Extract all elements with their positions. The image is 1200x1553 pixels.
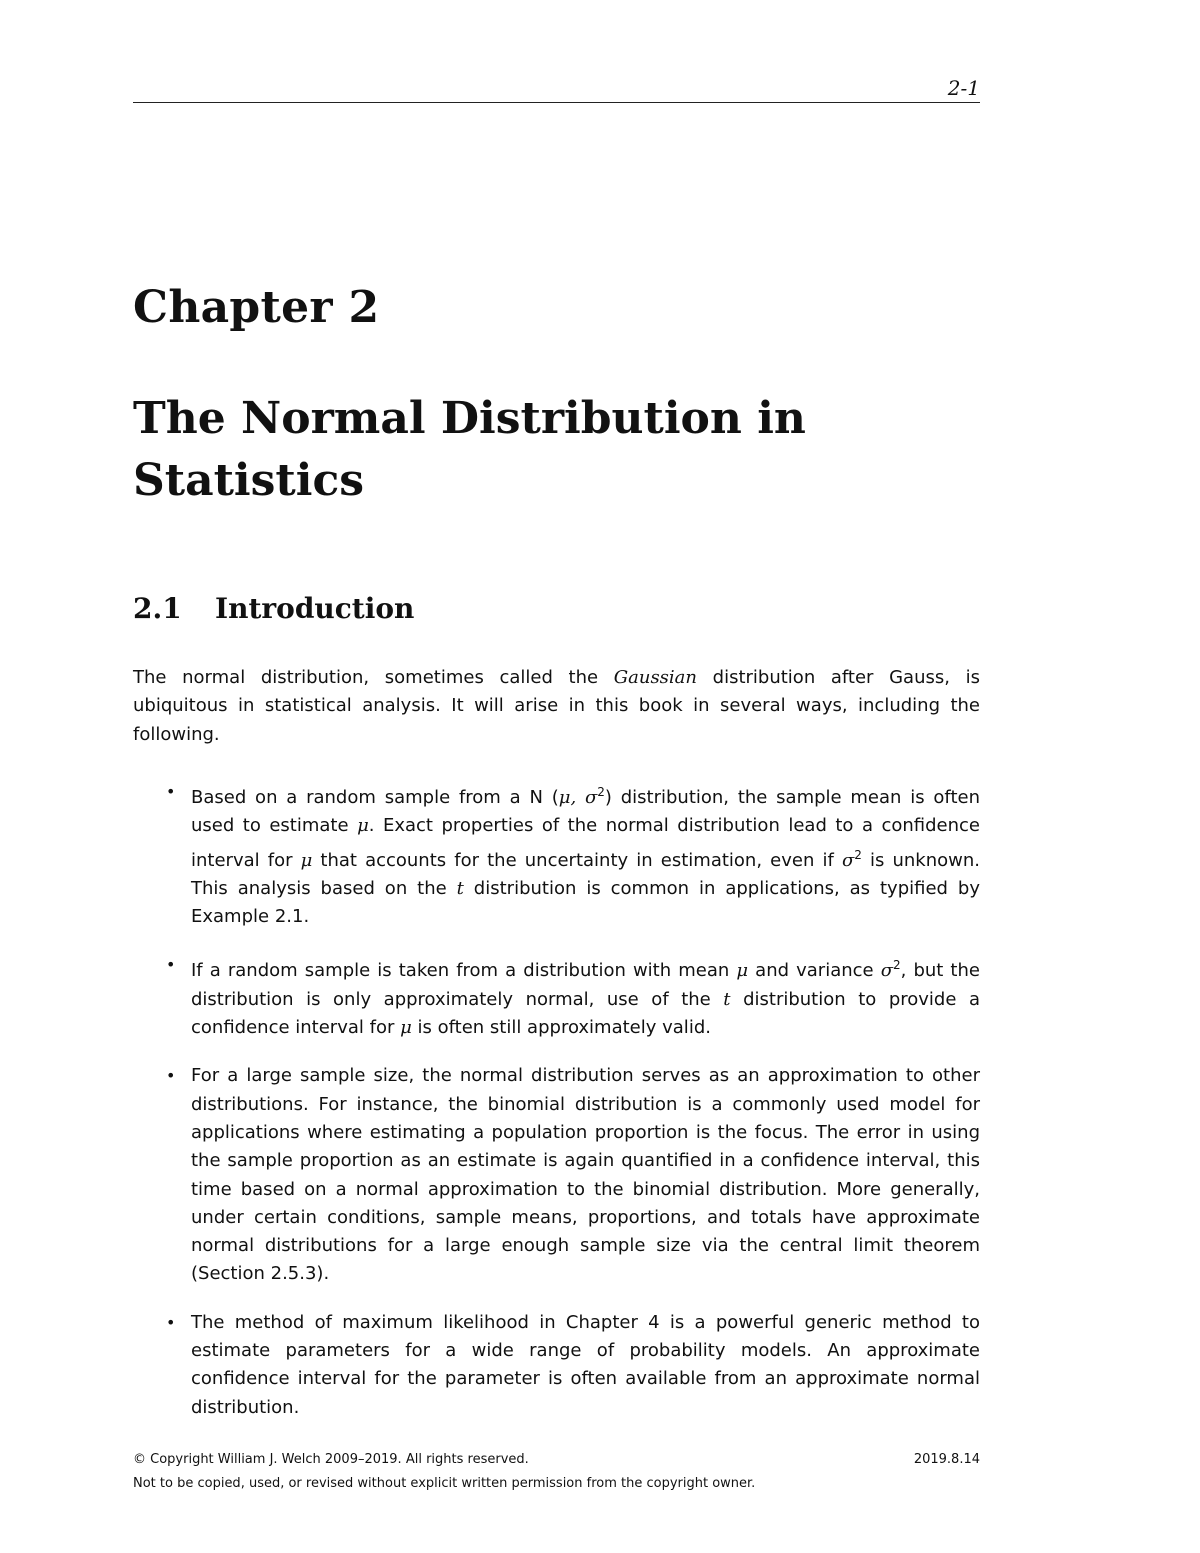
footer-copyright: © Copyright William J. Welch 2009–2019. All rights reserved.: [133, 1452, 529, 1467]
list-item: [133, 1309, 980, 1422]
bullet-icon: •: [166, 1066, 176, 1086]
page-number: 2-1: [947, 76, 980, 100]
bullet-2-text-5: is often still approximately valid.: [411, 1017, 711, 1039]
bullet-1-text-4: that accounts for the uncertainty in estimation, even if: [312, 849, 842, 871]
bullet-2-text-3: , but the distribution is only approximately normal, use of the: [191, 960, 980, 1010]
section-number: 2.1: [133, 592, 182, 625]
intro-paragraph: [133, 664, 980, 749]
bullet-1-sup-1: 2: [597, 785, 605, 799]
bullet-1-text-1: Based on a random sample from a N (: [191, 787, 559, 808]
bullet-2-math-1: μ: [736, 960, 749, 982]
list-item: [133, 951, 980, 1042]
list-item: [133, 778, 980, 931]
bullet-1-text-6: distribution is common in applications, as typified by Example 2.1.: [191, 877, 980, 928]
bullet-icon: •: [166, 955, 176, 975]
chapter-label: Chapter 2: [133, 282, 380, 333]
section-heading: [133, 592, 414, 625]
bullet-2-math-2: σ: [880, 960, 893, 982]
bullet-2-math-4: μ: [400, 1017, 412, 1039]
bullet-icon: •: [166, 1312, 176, 1332]
bullet-icon: •: [166, 782, 176, 801]
intro-italic-term: Gaussian: [613, 667, 697, 688]
bullet-1-math-4: σ: [841, 849, 855, 871]
footer-date: 2019.8.14: [913, 1452, 980, 1467]
list-item: [133, 1062, 980, 1288]
header-rule: [133, 102, 980, 103]
footer-notice: Not to be copied, used, or revised without explicit written permission from the copyright owner.: [133, 1476, 756, 1491]
bullet-2-text-4: distribution to provide a confidence interval for: [191, 988, 980, 1039]
intro-text-1: The normal distribution, sometimes called the: [133, 667, 614, 688]
bullet-1-text-3: . Exact properties of the normal distribution lead to a confidence interval for: [191, 815, 980, 871]
section-title: Introduction: [215, 592, 415, 625]
bullet-1-sup-2: 2: [854, 847, 862, 862]
bullet-1-text-2: ) distribution, the sample mean is often used to estimate: [191, 787, 980, 837]
bullet-4-text: The method of maximum likelihood in Chapter 4 is a powerful generic method to estimate parameters for a wide range of probability models. An approximate confidence interval for the parameter is often available from an approximate normal distribution.: [191, 1311, 980, 1418]
bullet-1-math-1: μ, σ: [558, 787, 598, 808]
bullet-1-math-5: t: [456, 877, 464, 899]
bullet-1-math-3: μ: [300, 849, 313, 871]
bullet-1-text-5: is unknown. This analysis based on the: [191, 849, 980, 899]
bullet-3-text: For a large sample size, the normal distribution serves as an approximation to other distributions. For instance, the binomial distribution is a commonly used model for applications where estimating a population proportion is the focus. The error in using the sample proportion as an estimate is again quantified in a confidence interval, this time based on a normal approximation to the binomial distribution. More generally, under certain conditions, sample means, proportions, and totals have approximate normal distributions for a large enough sample size via the central limit theorem (Section 2.5.3).: [191, 1065, 980, 1285]
bullet-2-sup-1: 2: [893, 958, 901, 973]
bullet-2-text-1: If a random sample is taken from a distribution with mean: [191, 960, 737, 982]
chapter-title: The Normal Distribution in Statistics: [133, 393, 806, 506]
bullet-2-text-2: and variance: [748, 960, 881, 982]
bullet-1-math-2: μ: [357, 815, 369, 837]
bullet-list: [133, 778, 980, 1442]
intro-text-2: distribution after Gauss, is ubiquitous in statistical analysis. It will arise in this book in several ways, including the following.: [133, 667, 980, 745]
bullet-2-math-3: t: [723, 988, 731, 1010]
